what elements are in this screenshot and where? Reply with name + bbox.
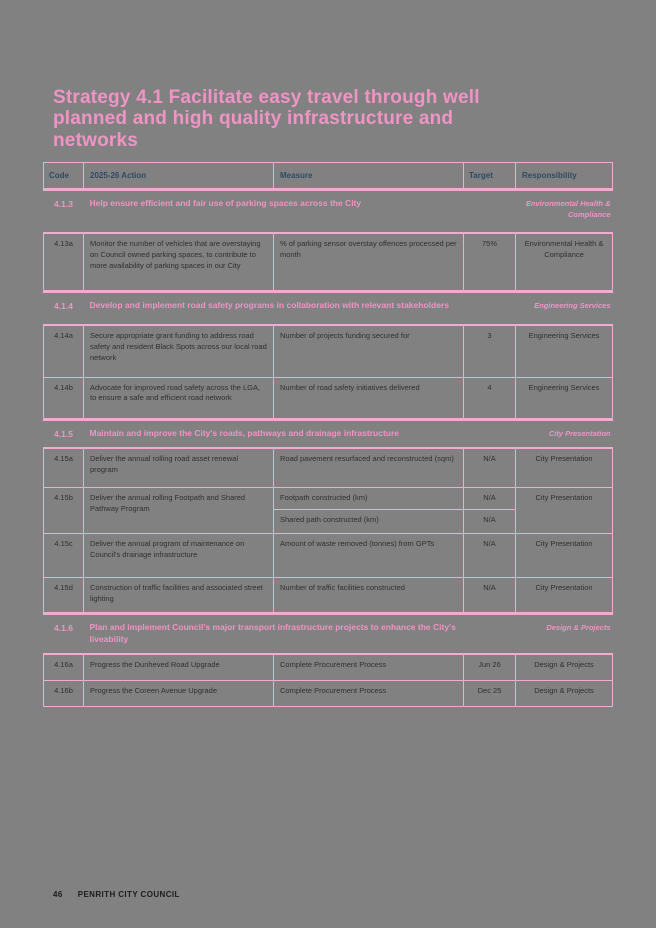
row-responsibility: City Presentation (516, 578, 613, 614)
row-responsibility: City Presentation (516, 448, 613, 488)
row-code: 4.16b (44, 680, 84, 706)
row-action: Secure appropriate grant funding to address road safety and resident Black Spots across our local road network (84, 325, 274, 377)
row-measure: Road pavement resurfaced and reconstructed (sqm) (274, 448, 464, 488)
section-title: Help ensure efficient and fair use of parking spaces across the City (84, 189, 516, 233)
actions-table (43, 162, 613, 707)
row-action: Monitor the number of vehicles that are overstaying on Council owned parking spaces, to contribute to more availability of parking spaces in our City (84, 233, 274, 291)
section-title: Plan and implement Council's major transport infrastructure projects to enhance the City's liveability (84, 614, 516, 654)
section-title: Develop and implement road safety programs in collaboration with relevant stakeholders (84, 291, 516, 325)
row-target: N/A (464, 448, 516, 488)
row-responsibility: Engineering Services (516, 377, 613, 419)
column-header-action: 2025-26 Action (84, 163, 274, 190)
table-row (44, 654, 613, 680)
row-responsibility: Engineering Services (516, 325, 613, 377)
row-target: N/A (464, 488, 516, 510)
row-target: 4 (464, 377, 516, 419)
section-row (44, 189, 613, 233)
row-measure: Number of traffic facilities constructed (274, 578, 464, 614)
table-row (44, 680, 613, 706)
row-action: Construction of traffic facilities and associated street lighting (84, 578, 274, 614)
section-title: Maintain and improve the City's roads, pathways and drainage infrastructure (84, 419, 516, 448)
row-action: Deliver the annual rolling Footpath and Shared Pathway Program (84, 488, 274, 534)
row-target: N/A (464, 510, 516, 534)
section-code: 4.1.3 (44, 189, 84, 233)
row-responsibility: City Presentation (516, 534, 613, 578)
section-row (44, 614, 613, 654)
row-responsibility: Design & Projects (516, 654, 613, 680)
section-row (44, 291, 613, 325)
section-responsibility: City Presentation (516, 419, 613, 448)
table-header-row (44, 163, 613, 190)
row-action: Deliver the annual rolling road asset renewal program (84, 448, 274, 488)
row-code: 4.15c (44, 534, 84, 578)
row-action: Advocate for improved road safety across the LGA, to ensure a safe and efficient road network (84, 377, 274, 419)
section-code: 4.1.6 (44, 614, 84, 654)
row-responsibility: Environmental Health & Compliance (516, 233, 613, 291)
row-action: Deliver the annual program of maintenance on Council's drainage infrastructure (84, 534, 274, 578)
table-row (44, 325, 613, 377)
row-code: 4.14b (44, 377, 84, 419)
row-measure: Number of road safety initiatives delivered (274, 377, 464, 419)
table-row (44, 448, 613, 488)
row-measure: Complete Procurement Process (274, 654, 464, 680)
row-measure: Complete Procurement Process (274, 680, 464, 706)
row-target: 3 (464, 325, 516, 377)
row-measure: Footpath constructed (km) (274, 488, 464, 510)
row-responsibility: Design & Projects (516, 680, 613, 706)
section-responsibility: Environmental Health & Compliance (516, 189, 613, 233)
column-header-measure: Measure (274, 163, 464, 190)
column-header-responsibility: Responsibility (516, 163, 613, 190)
row-target: N/A (464, 578, 516, 614)
column-header-code: Code (44, 163, 84, 190)
row-code: 4.13a (44, 233, 84, 291)
row-target: Dec 25 (464, 680, 516, 706)
row-code: 4.14a (44, 325, 84, 377)
row-code: 4.16a (44, 654, 84, 680)
column-header-target: Target (464, 163, 516, 190)
row-measure: Number of projects funding secured for (274, 325, 464, 377)
row-measure: Amount of waste removed (tonnes) from GPTs (274, 534, 464, 578)
row-code: 4.15d (44, 578, 84, 614)
page-title: Strategy 4.1 Facilitate easy travel through well planned and high quality infrastructure and networks (53, 86, 480, 152)
row-target: N/A (464, 534, 516, 578)
page-footer (53, 890, 180, 899)
table-row (44, 578, 613, 614)
row-code: 4.15b (44, 488, 84, 534)
table-row (44, 233, 613, 291)
section-row (44, 419, 613, 448)
row-target: 75% (464, 233, 516, 291)
row-measure: % of parking sensor overstay offences processed per month (274, 233, 464, 291)
section-responsibility: Engineering Services (516, 291, 613, 325)
table-row (44, 377, 613, 419)
row-measure: Shared path constructed (km) (274, 510, 464, 534)
section-code: 4.1.4 (44, 291, 84, 325)
page-number: 46 (53, 890, 63, 899)
row-target: Jun 26 (464, 654, 516, 680)
table-row (44, 534, 613, 578)
row-code: 4.15a (44, 448, 84, 488)
section-responsibility: Design & Projects (516, 614, 613, 654)
row-responsibility: City Presentation (516, 488, 613, 534)
row-action: Progress the Coreen Avenue Upgrade (84, 680, 274, 706)
row-action: Progress the Dunheved Road Upgrade (84, 654, 274, 680)
table-row (44, 488, 613, 510)
section-code: 4.1.5 (44, 419, 84, 448)
organisation-name: PENRITH CITY COUNCIL (77, 890, 180, 899)
